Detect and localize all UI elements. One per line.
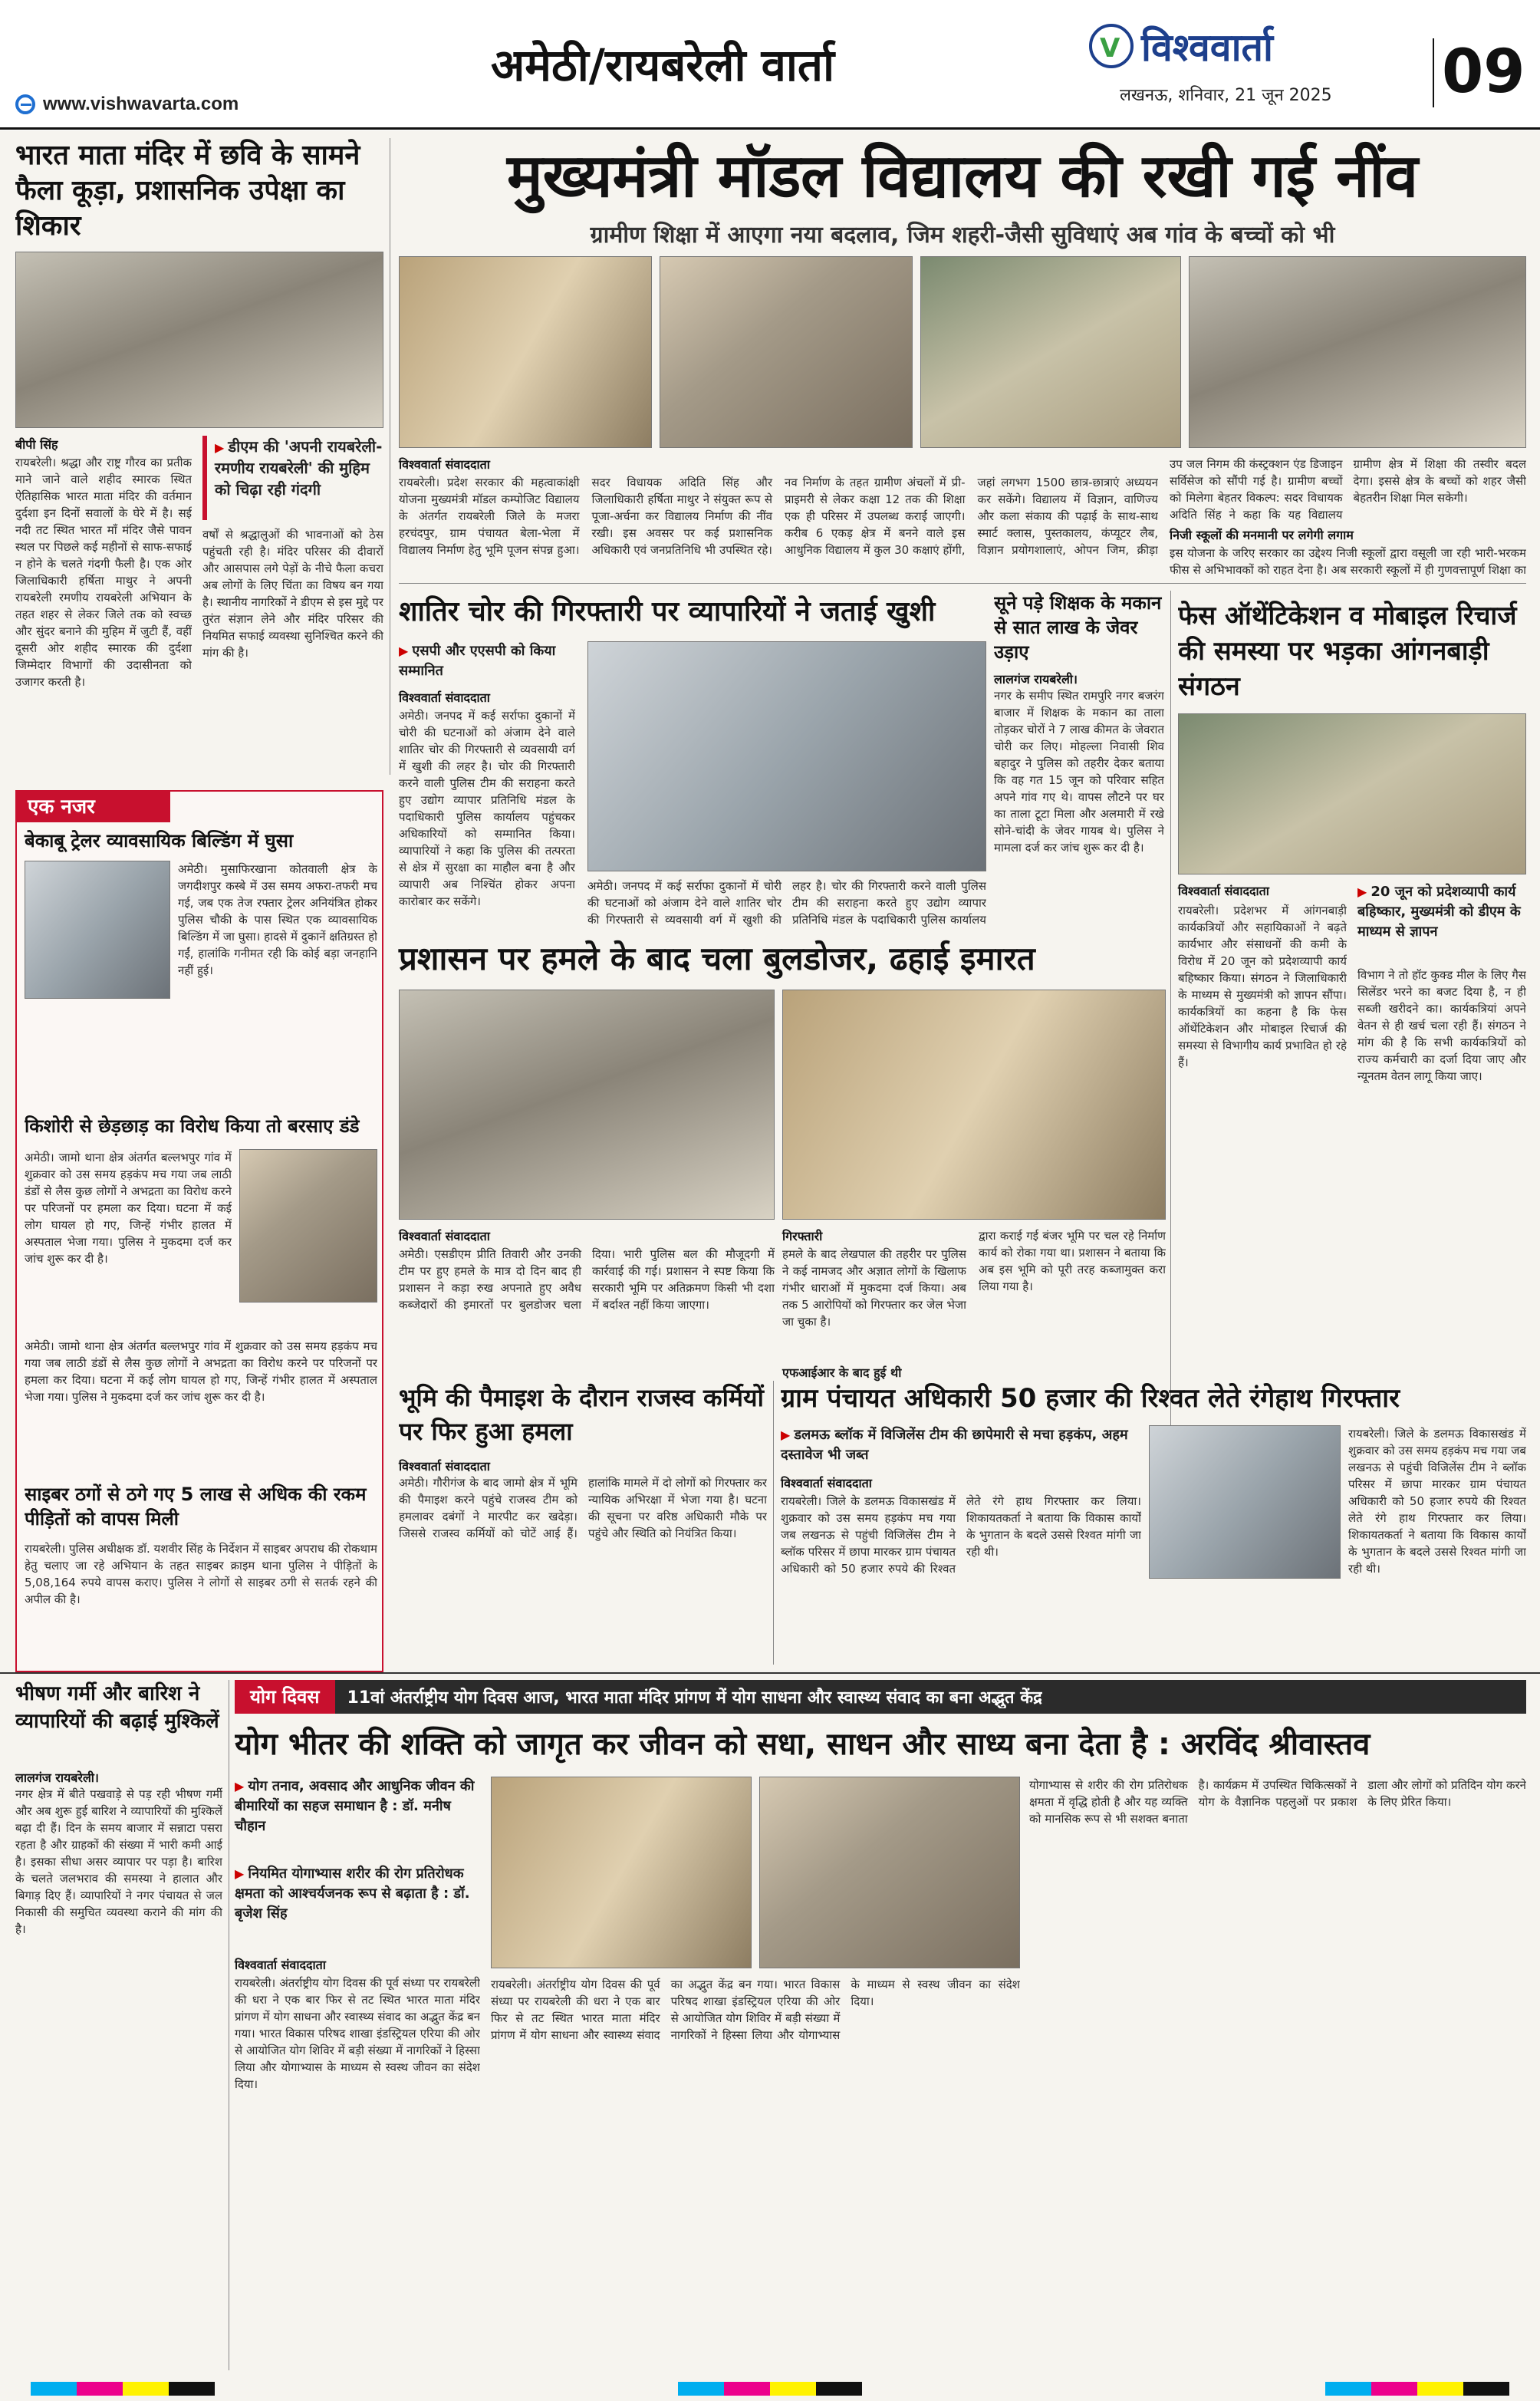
thief-kicker — [399, 641, 575, 683]
bulldozer-headline: प्रशासन पर हमले के बाद चला बुलडोजर, ढहाई इमारत — [399, 940, 1035, 977]
yoga-band — [235, 1680, 1526, 2370]
pull-quote-text: डीएम की 'अपनी रायबरेली- रमणीय रायबरेली' की मुहिम को चिढ़ा रही गंदगी — [215, 437, 383, 499]
rule-above-yoga — [0, 1672, 1540, 1674]
masthead-rule — [0, 127, 1540, 130]
teacher-story — [994, 591, 1164, 928]
column-divider-3 — [773, 1381, 774, 1665]
ek-nazar-label-text: एक नजर — [28, 795, 95, 818]
nazar-item1-body: अमेठी। मुसाफिरखाना कोतवाली क्षेत्र के जगदीशपुर कस्बे में उस समय अफरा-तफरी मच गई, जब एक तेज रफ्तार ट्रेलर अनियंत्रित होकर पुलिस चौकी के पास स्थित एक व्यावसायिक बिल्डिंग में जा घुसा। हादसे में दुकानें क्षतिग्रस्त हो गईं, हालांकि गनीमत रही कि कोई बड़ा जनहानि नहीं हुई। — [178, 862, 377, 977]
yoga-quote1 — [235, 1777, 480, 1861]
bribe-body: रायबरेली। जिले के डलमऊ विकासखंड में शुक्रवार को उस समय हड़कंप मच गया जब लखनऊ से पहुंची विजिलेंस टीम ने ब्लॉक परिसर में छापा मारकर ग्राम पंचायत अधिकारी को 50 हजार रुपये की रिश्वत लेते रंगे हाथ गिरफ्तार कर लिया। शिकायतकर्ता ने बताया कि विकास कार्यों के भुगतान के बदले उससे रिश्वत मांगी जा रही थी। — [781, 1494, 1141, 1576]
teacher-byline: लालगंज रायबरेली। — [994, 672, 1078, 687]
main-body-right: उप जल निगम की कंस्ट्रक्शन एंड डिजाइन सर्विसेज को सौंपी गई है। ग्रामीण बच्चों को मिलेगा बेहतर विकल्प: सदर विधायक अदिति सिंह ने कहा कि यह विद्यालय ग्रामीण क्षेत्र में शिक्षा की तस्वीर बदल देगा। इससे क्षेत्र के बच्चों को शहर जैसी बेहतरीन शिक्षा मिल सकेगी। — [1170, 457, 1526, 522]
yoga-photo-1 — [491, 1777, 752, 1968]
bribe-kicker — [781, 1425, 1141, 1468]
nazar-item2-body-continued: अमेठी। जामो थाना क्षेत्र अंतर्गत बल्लभपुर गांव में शुक्रवार को उस समय हड़कंप मच गया जब लाठी डंडों से लैस कुछ लोगों ने अभद्रता का विरोध करने पर परिजनों पर हमला कर दिया। घटना में कई लोग घायल हो गए, जिन्हें गंभीर हालत में अस्पताल भेजा गया। पुलिस ने मुकदमा दर्ज कर जांच शुरू कर दी है। — [25, 1339, 377, 1404]
ek-nazar-box — [15, 790, 383, 1672]
teacher-headline: सूने पड़े शिक्षक के मकान से सात लाख के जेवर उड़ाए — [994, 592, 1162, 663]
heat-story — [15, 1680, 222, 2370]
heat-byline: लालगंज रायबरेली। — [15, 1770, 99, 1785]
yoga-photo-2 — [759, 1777, 1020, 1968]
body2: वर्षों से श्रद्धालुओं की भावनाओं को ठेस पहुंचती रही है। मंदिर परिसर की दीवारों और आसपास लगे पेड़ों के नीचे फैला कचरा अब लोगों के लिए चिंता का विषय बन गया है। स्थानीय नागरिकों ने डीएम से इस मुद्दे पर तुरंत संज्ञान लेने और मंदिर परिसर की नियमित सफाई व्यवस्था सुनिश्चित करने की मांग की है। — [202, 528, 383, 660]
survey-headline: भूमि की पैमाइश के दौरान राजस्व कर्मियों पर फिर हुआ हमला — [399, 1383, 764, 1446]
bulldozer-caption-bold: गिरफ्तारी — [782, 1229, 823, 1243]
bribe-body-right — [1348, 1425, 1526, 1658]
page-number-box — [1433, 38, 1434, 107]
thief-byline: विश्ववार्ता संवाददाता — [399, 690, 490, 705]
kicker-bullet-icon: ▶ — [1357, 884, 1367, 899]
bribe-photo — [1149, 1425, 1341, 1579]
bulldozer-byline: विश्ववार्ता संवाददाता — [399, 1229, 490, 1243]
survey-story — [399, 1381, 767, 1665]
yoga-body-continued: रायबरेली। अंतर्राष्ट्रीय योग दिवस की पूर्व संध्या पर रायबरेली की धरा ने एक बार फिर से तट स्थित भारत माता मंदिर प्रांगण में योग साधना और स्वास्थ्य संवाद का अद्भुत केंद्र बन गया। भारत विकास परिषद शाखा इंडस्ट्रियल एरिया की ओर से आयोजित योग शिविर में बड़ी संख्या में नागरिकों ने हिस्सा लिया और योगाभ्यास के माध्यम से स्वस्थ जीवन का संदेश दिया। — [491, 1978, 1020, 2042]
nazar-item2-headline: किशोरी से छेड़छाड़ का विरोध किया तो बरसाए डंडे — [25, 1115, 360, 1137]
rule-below-main — [399, 583, 1526, 584]
byline: बीपी सिंह — [15, 437, 58, 452]
yoga-headline: योग भीतर की शक्ति को जागृत कर जीवन को सधा, साधन और साध्य बना देता है : अरविंद श्रीवास्तव — [235, 1727, 1371, 1762]
thief-photo — [587, 641, 986, 871]
headline: भारत माता मंदिर में छवि के सामने फैला कूड़ा, प्रशासनिक उपेक्षा का शिकार — [15, 140, 360, 242]
survey-body: अमेठी। गौरीगंज के बाद जामो क्षेत्र में भूमि की पैमाइश करने पहुंचे राजस्व टीम को हमलावर दबंगों ने मारपीट कर खदेड़ा। जिससे राजस्व कर्मियों को चोटें आई हैं। हालांकि मामले में दो लोगों को गिरफ्तार कर न्यायिक अभिरक्षा में भेजा गया है। घटना की सूचना पर वरिष्ठ अधिकारी मौके पर पहुंचे और स्थिति को नियंत्रित किया। — [399, 1476, 767, 1540]
masthead — [0, 0, 1540, 130]
anganwadi-headline: फेस ऑथेंटिकेशन व मोबाइल रिचार्ज की समस्या पर भड़का आंगनबाड़ी संगठन — [1178, 601, 1517, 702]
story-photo — [15, 252, 383, 428]
main-body: रायबरेली। प्रदेश सरकार की महत्वाकांक्षी योजना मुख्यमंत्री मॉडल कम्पोजिट विद्यालय के अंतर्गत रायबरेली जिले के मजरा हरचंदपुर, ग्राम पंचायत बेला-भेला में विद्यालय निर्माण हेतु भूमि पूजन संपन्न हुआ। सदर विधायक अदिति सिंह और जिलाधिकारी हर्षिता माथुर ने संयुक्त रूप से पूजा-अर्चना कर विद्यालय निर्माण की नींव रखी। इस अवसर पर कई प्रशासनिक अधिकारी एवं जनप्रतिनिधि भी उपस्थित रहे। नव निर्माण के तहत ग्रामीण अंचलों में प्री-प्राइमरी से लेकर कक्षा 12 तक की शिक्षा एक ही परिसर में उपलब्ध कराई जाएगी। करीब 6 एकड़ क्षेत्र में बनने वाले इस आधुनिक विद्यालय में कुल 30 कक्षाएं होंगी, जहां लगभग 1500 छात्र-छात्राएं अध्ययन कर सकेंगे। विद्यालय में विज्ञान, वाणिज्य और कला संकाय की पढ़ाई के साथ-साथ स्मार्ट क्लास, पुस्तकालय, कंप्यूटर लैब, विज्ञान प्रयोगशालाएं, ओपन जिम, क्रीड़ा — [399, 476, 1158, 557]
anganwadi-body: रायबरेली। प्रदेशभर में आंगनबाड़ी कार्यकत्रियों और सहायिकाओं ने बढ़ते कार्यभार और संसाधनों की कमी के विरोध में 20 जून को प्रदेशव्यापी कार्य बहिष्कार किया। संगठन ने जिलाधिकारी के माध्यम से मुख्यमंत्री को ज्ञापन सौंपा। कार्यकत्रियों का कहना है कि फेस ऑथेंटिकेशन और मोबाइल रिचार्ज की समस्या से विभागीय कार्य प्रभावित हो रहे हैं। — [1178, 904, 1347, 1069]
page-number: 09 — [1442, 38, 1525, 107]
top-left-story — [15, 138, 383, 775]
main-photo-3 — [920, 256, 1181, 448]
quote-bullet-icon: ▶ — [235, 1779, 245, 1793]
thief-body-continued: अमेठी। जनपद में कई सर्राफा दुकानों में चोरी की घटनाओं को अंजाम देने वाले शातिर चोर की गिरफ्तारी से व्यवसायी वर्ग में खुशी की लहर है। चोर की गिरफ्तारी करने वाली पुलिस टीम की सराहना करते हुए उद्योग व्यापार प्रतिनिधि मंडल के पदाधिकारी पुलिस कार्यालय — [587, 879, 986, 927]
anganwadi-kicker-text: 20 जून को प्रदेशव्यापी कार्य बहिष्कार, मुख्यमंत्री को डीएम के माध्यम से ज्ञापन — [1357, 884, 1521, 940]
nazar-item2-photo — [239, 1149, 377, 1303]
bribe-headline: ग्राम पंचायत अधिकारी 50 हजार की रिश्वत लेते रंगेहाथ गिरफ्तार — [781, 1383, 1400, 1414]
nazar-item2-body-cont — [25, 1338, 377, 1473]
registration-mark-icon — [1325, 2382, 1509, 2396]
thief-body-lower — [587, 878, 986, 928]
dateline: लखनऊ, शनिवार, 21 जून 2025 — [1120, 86, 1332, 105]
bulldozer-photo-2 — [782, 990, 1166, 1220]
ie-icon — [15, 94, 35, 114]
bribe-body-continued: रायबरेली। जिले के डलमऊ विकासखंड में शुक्रवार को उस समय हड़कंप मच गया जब लखनऊ से पहुंची विजिलेंस टीम ने ब्लॉक परिसर में छापा मारकर ग्राम पंचायत अधिकारी को 50 हजार रुपये की रिश्वत लेते रंगे हाथ गिरफ्तार कर लिया। शिकायतकर्ता ने बताया कि विकास कार्यों के भुगतान के बदले उससे रिश्वत मांगी जा रही थी। — [1348, 1427, 1526, 1576]
quote-bullet-icon: ▶ — [235, 1866, 245, 1881]
yoga-tag: योग दिवस — [235, 1680, 335, 1714]
main-headline: मुख्यमंत्री मॉडल विद्यालय की रखी गई नींव — [507, 142, 1418, 211]
yoga-quote2 — [235, 1864, 480, 1948]
bulldozer-body: अमेठी। एसडीएम प्रीति तिवारी और उनकी टीम पर हुए हमले के मात्र दो दिन बाद ही प्रशासन ने कड़ा रुख अपनाते हुए अवैध कब्जेदारों की इमारतों पर बुलडोजर चला दिया। भारी पुलिस बल की मौजूदगी में कार्रवाई की गई। प्रशासन ने स्पष्ट किया कि सरकारी भूमि पर अतिक्रमण किसी भी दशा में बर्दाश्त नहीं किया जाएगा। — [399, 1247, 775, 1312]
yoga-body2: योगाभ्यास से शरीर की रोग प्रतिरोधक क्षमता में वृद्धि होती है और यह व्यक्ति को मानसिक रूप से भी सशक्त बनाता है। कार्यक्रम में उपस्थित चिकित्सकों ने योग के वैज्ञानिक पहलुओं पर प्रकाश डाला और लोगों को प्रतिदिन योग करने के लिए प्रेरित किया। — [1029, 1778, 1526, 1826]
registration-mark-icon — [678, 2382, 862, 2396]
bulldozer-body3: द्वारा कराई गई बंजर भूमि पर चल रहे निर्माण कार्य को रोका गया था। प्रशासन ने बताया कि अब इस भूमि को पूरी तरह कब्जामुक्त करा लिया गया है। — [979, 1229, 1166, 1293]
body: रायबरेली। श्रद्धा और राष्ट्र गौरव का प्रतीक माने जाने वाले शहीद स्मारक स्थित ऐतिहासिक भारत माता मंदिर की वर्तमान दुर्दशा इन दिनों सवालों के घेरे में है। सई नदी तट स्थित भारत माँ मंदिर जैसे पावन स्थल पर पिछले कई महीनों से साफ-सफाई न होने के चलते गंदगी फैली है। एक ओर जिलाधिकारी हर्षिता माथुर ने अपनी रायबरेली रमणीय रायबरेली अभियान के तहत शहर से लेकर जिले तक को स्वच्छ और सुंदर बनाने की मुहिम में जुटी हैं, वहीं दूसरी ओर शहीद स्मारक की दुर्दशा जिम्मेदार विभागों की उदासीनता को उजागर करती है। — [15, 456, 192, 689]
anganwadi-body2: विभाग ने तो हॉट कुक्ड मील के लिए गैस सिलेंडर भरने का बजट दिया है, न ही सब्जी खरीदने का। कार्यकत्रियां अपने वेतन से ही खर्च चला रही हैं। संगठन ने मांग की है कि सभी कार्यकत्रियों को राज्य कर्मचारी का दर्जा दिया जाए और न्यूनतम वेतन लागू किया जाए। — [1357, 968, 1526, 1083]
yoga-byline: विश्ववार्ता संवाददाता — [235, 1958, 326, 1972]
registration-mark-icon — [31, 2382, 215, 2396]
bribe-kicker-text: डलमऊ ब्लॉक में विजिलेंस टीम की छापेमारी से मचा हड़कंप, अहम दस्तावेज भी जब्त — [781, 1427, 1128, 1463]
print-registration-strip — [0, 2376, 1540, 2401]
kicker-bullet-icon: ▶ — [781, 1428, 791, 1442]
website-link[interactable]: www.vishwavarta.com — [43, 94, 239, 114]
main-byline: विश्ववार्ता संवाददाता — [399, 457, 490, 472]
brand-name: विश्ववार्ता — [1141, 25, 1273, 70]
ek-nazar-label — [17, 792, 170, 822]
yoga-quote1-text: योग तनाव, अवसाद और आधुनिक जीवन की बीमारियों का सहज समाधान है : डॉ. मनीष चौहान — [235, 1778, 475, 1834]
bribe-story — [781, 1381, 1526, 1665]
yoga-strap — [235, 1680, 1526, 1714]
heat-headline: भीषण गर्मी और बारिश ने व्यापारियों की बढ़ाई मुश्किलें — [15, 1682, 219, 1733]
anganwadi-photo — [1178, 713, 1526, 874]
thief-headline: शातिर चोर की गिरफ्तारी पर व्यापारियों ने जताई खुशी — [399, 596, 936, 627]
bribe-byline: विश्ववार्ता संवाददाता — [781, 1476, 872, 1490]
pull-quote — [202, 436, 383, 520]
yoga-quote2-text: नियमित योगाभ्यास शरीर की रोग प्रतिरोधक क्षमता को आश्चर्यजनक रूप से बढ़ाता है : डॉ. बृजेश सिंह — [235, 1866, 470, 1922]
survey-byline: विश्ववार्ता संवाददाता — [399, 1459, 490, 1474]
nazar-item3-headline: साइबर ठगों से ठगे गए 5 लाख से अधिक की रकम पीड़ितों को वापस मिली — [25, 1484, 367, 1530]
section-title: अमेठी/रायबरेली वार्ता — [491, 39, 835, 91]
main-photo-4 — [1189, 256, 1526, 448]
main-photo-1 — [399, 256, 652, 448]
nazar-item1-photo — [25, 861, 170, 999]
anganwadi-kicker — [1357, 882, 1526, 959]
nazar-item3-body: रायबरेली। पुलिस अधीक्षक डॉ. यशवीर सिंह के निर्देशन में साइबर अपराध की रोकथाम हेतु चलाए जा रहे अभियान के तहत साइबर क्राइम थाना पुलिस ने पीड़ितों के 5,08,164 रुपये वापस कराए। पुलिस ने लोगों से साइबर ठगी से सतर्क रहने की अपील की है। — [25, 1542, 377, 1606]
nazar-item2-body: अमेठी। जामो थाना क्षेत्र अंतर्गत बल्लभपुर गांव में शुक्रवार को उस समय हड़कंप मच गया जब लाठी डंडों से लैस कुछ लोगों ने अभद्रता का विरोध करने पर परिजनों पर हमला कर दिया। घटना में कई लोग घायल हो गए, जिन्हें गंभीर हालत में अस्पताल भेजा गया। पुलिस ने मुकदमा दर्ज कर जांच शुरू कर दी है। — [25, 1151, 232, 1266]
heat-body: नगर क्षेत्र में बीते पखवाड़े से पड़ रही भीषण गर्मी और अब शुरू हुई बारिश ने व्यापारियों की मुश्किलें बढ़ा दी हैं। दिन के समय बाजार में सन्नाटा पसरा रहता है और ग्राहकों की संख्या में भारी कमी आई है। इसका सीधा असर व्यापार पर पड़ा है। बारिश के चलते जलभराव की समस्या ने हालात और बिगाड़ दिए हैं। व्यापारियों ने नगर पंचायत से जल निकासी की समुचित व्यवस्था कराने की मांग की है। — [15, 1787, 222, 1936]
brand-logo — [1089, 15, 1396, 77]
bulldozer-fir-note: एफआईआर के बाद हुई थी — [782, 1365, 902, 1380]
bulldozer-body2: हमले के बाद लेखपाल की तहरीर पर पुलिस ने कई नामजद और अज्ञात लोगों के खिलाफ गंभीर धाराओं में मुकदमा दर्ज किया। अब तक 5 आरोपियों को गिरफ्तार कर जेल भेजा जा चुका है। — [782, 1247, 966, 1329]
kicker-bullet-icon: ▶ — [399, 644, 409, 658]
website-row — [15, 91, 445, 118]
thief-body: अमेठी। जनपद में कई सर्राफा दुकानों में चोरी की घटनाओं को अंजाम देने वाले शातिर चोर की गिरफ्तारी से व्यवसायी वर्ग में खुशी की लहर है। चोर की गिरफ्तारी करने वाली पुलिस टीम की सराहना करते हुए उद्योग व्यापार प्रतिनिधि मंडल के पदाधिकारी पुलिस कार्यालय पहुंचकर अधिकारियों को सम्मानित किया। व्यापारियों ने कहा कि पुलिस की तत्परता से क्षेत्र में सुरक्षा का माहौल बना है और व्यापारी अब निश्चिंत होकर अपना कारोबार कर सकेंगे। — [399, 709, 575, 908]
thief-kicker-text: एसपी और एएसपी को किया सम्मानित — [399, 643, 556, 679]
teacher-body: नगर के समीप स्थित रामपुरि नगर बजरंग बाजार में शिक्षक के मकान का ताला तोड़कर चोरों ने 7 लाख कीमत के जेवरात चोरी कर लिए। मोहल्ला निवासी शिव बहादुर ने पुलिस को तहरीर देकर बताया कि वह गत 15 जून को परिवार सहित अपने गांव गए थे। वापस लौटने पर घर का ताला टूटा मिला और अलमारी में रखे सोने-चांदी के जेवर गायब थे। पुलिस ने मामला दर्ज कर जांच शुरू कर दी है। — [994, 689, 1164, 855]
main-body-right2: इस योजना के जरिए सरकार का उद्देश्य निजी स्कूलों द्वारा वसूली जा रही भारी-भरकम फीस से अभिभावकों को राहत देना है। अब सरकारी स्कूलों में ही गुणवत्तापूर्ण शिक्षा का — [1170, 546, 1526, 577]
main-photo-2 — [660, 256, 913, 448]
main-subheadline: ग्रामीण शिक्षा में आएगा नया बदलाव, जिम शहरी-जैसी सुविधाएं अब गांव के बच्चों को भी — [590, 222, 1335, 249]
anganwadi-byline: विश्ववार्ता संवाददाता — [1178, 884, 1269, 898]
yoga-body: रायबरेली। अंतर्राष्ट्रीय योग दिवस की पूर्व संध्या पर रायबरेली की धरा ने एक बार फिर से तट स्थित भारत माता मंदिर प्रांगण में योग साधना और स्वास्थ्य संवाद का अद्भुत केंद्र बन गया। भारत विकास परिषद शाखा इंडस्ट्रियल एरिया की ओर से आयोजित योग शिविर में बड़ी संख्या में नागरिकों ने हिस्सा लिया और योगाभ्यास के माध्यम से स्वस्थ जीवन का संदेश दिया। — [235, 1976, 480, 2091]
vishwavarta-logo-icon: V — [1089, 24, 1134, 68]
bulldozer-photo-1 — [399, 990, 775, 1220]
yoga-strap-text: 11वां अंतर्राष्ट्रीय योग दिवस आज, भारत माता मंदिर प्रांगण में योग साधना और स्वास्थ्य संवाद का बना अद्भुत केंद्र — [347, 1688, 1042, 1708]
yoga-body-mid — [491, 1976, 1020, 2366]
main-subhead-right: निजी स्कूलों की मनमानी पर लगेगी लगाम — [1170, 528, 1354, 542]
nazar-item1-headline: बेकाबू ट्रेलर व्यावसायिक बिल्डिंग में घुसा — [25, 830, 294, 851]
quote-bullet-icon: ▶ — [215, 440, 225, 455]
